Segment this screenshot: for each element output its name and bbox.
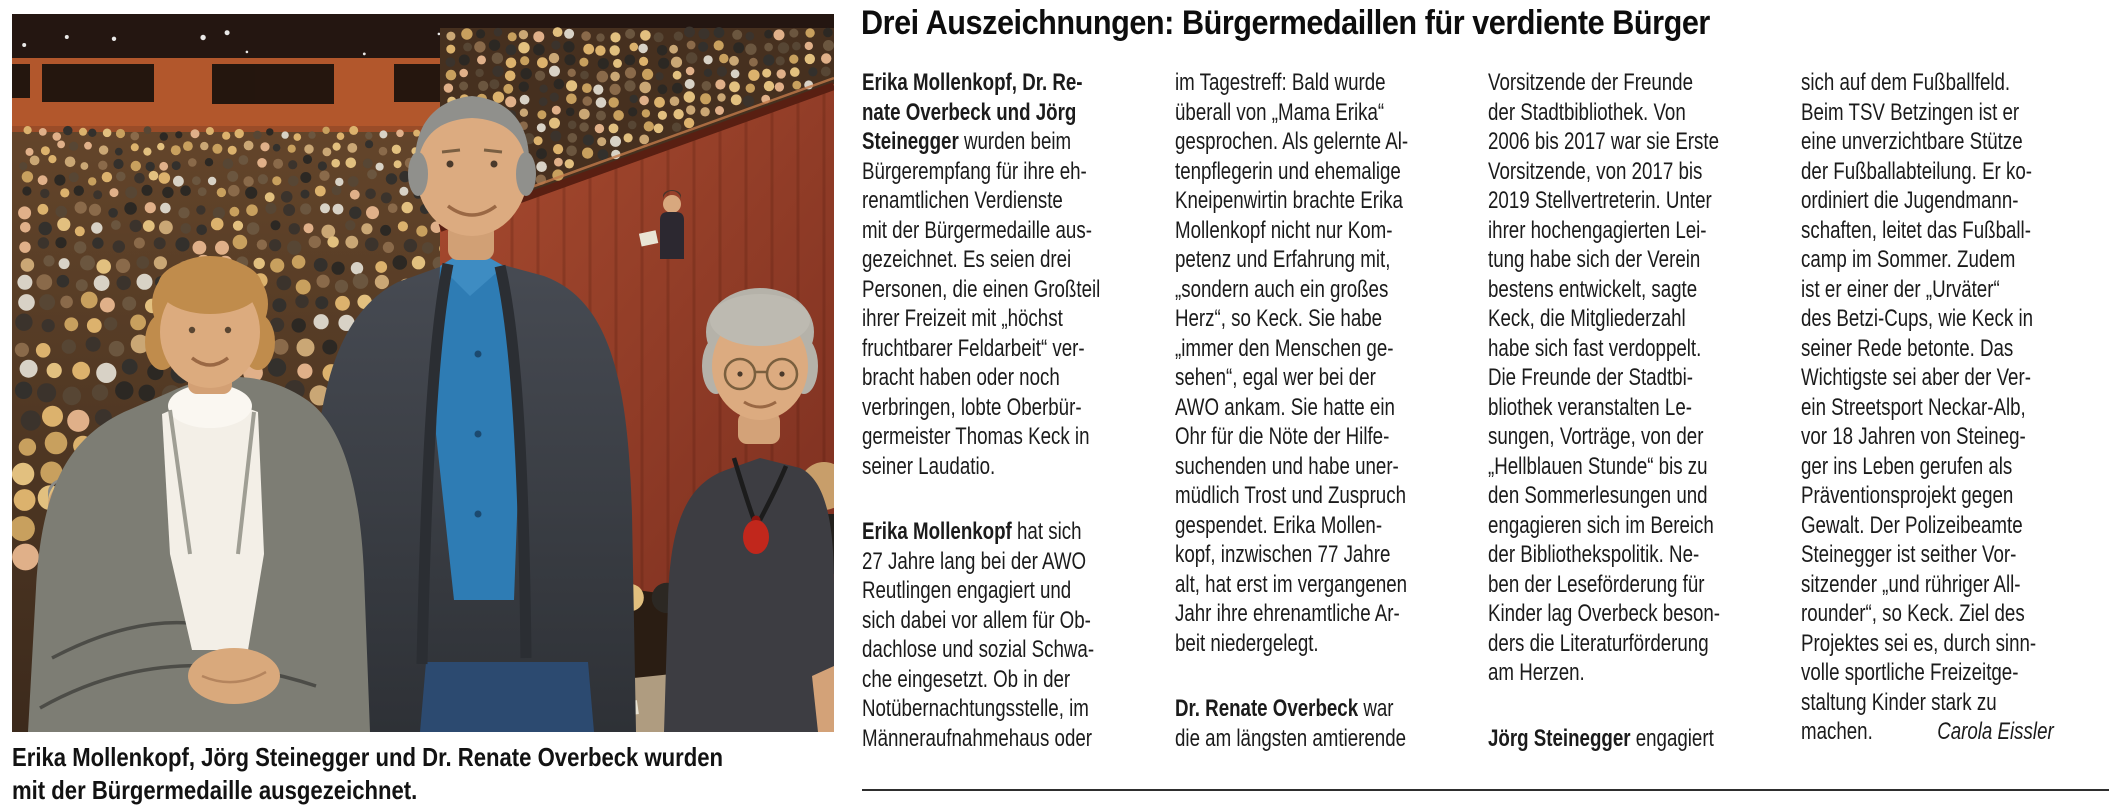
- text-line: Vorsitzende der Freunde: [1488, 69, 1694, 96]
- text-line: beit niedergelegt.: [1175, 629, 1319, 657]
- text-line: „sondern auch ein großes: [1175, 275, 1389, 303]
- paragraph: [862, 68, 1115, 481]
- text-line: am Herzen.: [1488, 659, 1585, 686]
- text-line: alt, hat erst im vergangenen: [1175, 570, 1408, 598]
- text-line: Mollenkopf nicht nur Kom-: [1175, 216, 1393, 244]
- text-line: volle sportliche Freizeitge-: [1801, 659, 2019, 686]
- text-line: Jörg Steinegger engagiert: [1488, 724, 1714, 752]
- text-line: 2006 bis 2017 war sie Erste: [1488, 128, 1720, 155]
- text-line: Bürgerempfang für ihre eh-: [862, 157, 1087, 185]
- text-line: ihrer Freizeit mit „höchst: [862, 305, 1063, 332]
- text-line: tenpflegerin und ehemalige: [1175, 157, 1401, 185]
- text-line: Dr. Renate Overbeck war: [1175, 695, 1394, 722]
- text-line: Erika Mollenkopf hat sich: [862, 518, 1082, 545]
- article-column-3: [1488, 68, 1748, 753]
- text-line: bliothek veranstalten Le-: [1488, 393, 1692, 421]
- text-line: Präventionsprojekt gegen: [1801, 482, 2014, 509]
- text-line: bestens entwickelt, sagte: [1488, 275, 1698, 303]
- text-line: gezeichnet. Es seien drei: [862, 246, 1072, 273]
- text-line: sich auf dem Fußballfeld.: [1801, 69, 2011, 96]
- article-column-2: [1175, 68, 1435, 753]
- text-line: che eingesetzt. Ob in der: [862, 665, 1071, 693]
- text-line: 2019 Stellvertreterin. Unter: [1488, 187, 1712, 214]
- text-line: 27 Jahre lang bei der AWO: [862, 547, 1087, 575]
- text-line: den Sommerlesungen und: [1488, 482, 1708, 509]
- photo-caption: [12, 741, 845, 807]
- text-line: suchenden und habe uner-: [1175, 452, 1399, 480]
- text-line: Herz“, so Keck. Sie habe: [1175, 305, 1383, 332]
- text-line: müdlich Trost und Zuspruch: [1175, 482, 1406, 509]
- caption-line: mit der Bürgermedaille ausgezeichnet.: [12, 775, 418, 805]
- text-line: Wichtigste sei aber der Ver-: [1801, 364, 2031, 391]
- text-line: ordiniert die Jugendmann-: [1801, 187, 2019, 214]
- article-photo: [12, 14, 834, 732]
- text-line: fruchtbarer Feldarbeit“ ver-: [862, 334, 1085, 362]
- text-line: im Tagestreff: Bald wurde: [1175, 69, 1386, 96]
- text-line: staltung Kinder stark zu: [1801, 688, 1997, 716]
- text-line: rounder“, so Keck. Ziel des: [1801, 600, 2025, 627]
- back-wall-panels: [12, 64, 506, 104]
- text-line: der Stadtbibliothek. Von: [1488, 98, 1686, 126]
- text-line: Die Freunde der Stadtbi-: [1488, 364, 1693, 391]
- text-line: Jahr ihre ehrenamtliche Ar-: [1175, 600, 1400, 627]
- text-line: engagieren sich im Bereich: [1488, 511, 1714, 539]
- text-line: nate Overbeck und Jörg: [862, 98, 1077, 126]
- text-line: petenz und Erfahrung mit,: [1175, 246, 1391, 273]
- text-line: des Betzi-Cups, wie Keck in: [1801, 305, 2034, 332]
- text-line: ein Streetsport Neckar-Alb,: [1801, 393, 2026, 421]
- text-line: sehen“, egal wer bei der: [1175, 364, 1376, 391]
- text-line: AWO ankam. Sie hatte ein: [1175, 393, 1395, 421]
- bottom-rule: [862, 789, 2109, 791]
- text-line: Beim TSV Betzingen ist er: [1801, 98, 2020, 126]
- article-headline: Drei Auszeichnungen: Bürgermedaillen für verdiente Bürger: [861, 4, 1710, 42]
- text-line: ist er einer der „Urväter“: [1801, 275, 2000, 303]
- text-line: gespendet. Erika Mollen-: [1175, 511, 1383, 539]
- text-line: mit der Bürgermedaille aus-: [862, 216, 1092, 244]
- paragraph: [1801, 68, 2054, 747]
- paragraph: [862, 517, 1115, 753]
- text-line: ben der Leseförderung für: [1488, 570, 1705, 598]
- paragraph: [1488, 68, 1741, 688]
- text-line: kopf, inzwischen 77 Jahre: [1175, 541, 1391, 568]
- paragraph: [1175, 694, 1428, 753]
- text-line: bracht haben oder noch: [862, 364, 1060, 391]
- text-line: Notübernachtungsstelle, im: [862, 695, 1089, 722]
- text-line: sungen, Vorträge, von der: [1488, 423, 1704, 450]
- caption-line: Erika Mollenkopf, Jörg Steinegger und Dr. Renate Overbeck wurden: [12, 742, 724, 772]
- text-line: Kinder lag Overbeck beson-: [1488, 600, 1721, 627]
- article-column-1: [862, 68, 1122, 753]
- text-line: renamtlichen Verdienste: [862, 187, 1063, 214]
- text-line: überall von „Mama Erika“: [1175, 98, 1385, 126]
- text-line: Personen, die einen Großteil: [862, 275, 1101, 303]
- text-line: seiner Rede betonte. Das: [1801, 334, 2014, 362]
- text-line: Reutlingen engagiert und: [862, 577, 1072, 604]
- text-line: germeister Thomas Keck in: [862, 423, 1090, 450]
- text-line: machen. Carola Eissler: [1801, 718, 2054, 745]
- text-line: Vorsitzende, von 2017 bis: [1488, 157, 1703, 185]
- article-columns: [862, 68, 2114, 783]
- text-line: Keck, die Mitgliederzahl: [1488, 305, 1686, 332]
- article-column-4: [1801, 68, 2061, 747]
- text-line: Ohr für die Nöte der Hilfe-: [1175, 423, 1390, 450]
- text-line: vor 18 Jahren von Steineg-: [1801, 423, 2026, 450]
- text-line: Projektes sei es, durch sinn-: [1801, 629, 2037, 657]
- text-line: dachlose und sozial Schwa-: [862, 636, 1095, 663]
- text-line: ger ins Leben gerufen als: [1801, 452, 2013, 480]
- text-line: habe sich fast verdoppelt.: [1488, 334, 1702, 362]
- text-line: Steinegger ist seither Vor-: [1801, 541, 2017, 568]
- text-line: ihrer hochengagierten Lei-: [1488, 216, 1707, 244]
- text-line: sich dabei vor allem für Ob-: [862, 606, 1091, 634]
- paragraph: [1488, 724, 1741, 754]
- text-line: Männeraufnahmehaus oder: [862, 724, 1093, 752]
- text-line: Kneipenwirtin brachte Erika: [1175, 187, 1403, 214]
- text-line: Erika Mollenkopf, Dr. Re-: [862, 69, 1083, 96]
- text-line: gesprochen. Als gelernte Al-: [1175, 128, 1409, 155]
- text-line: ders die Literaturförderung: [1488, 629, 1709, 657]
- paragraph: [1175, 68, 1428, 658]
- text-line: eine unverzichtbare Stütze: [1801, 128, 2023, 155]
- text-line: tung habe sich der Verein: [1488, 246, 1701, 273]
- text-line: Gewalt. Der Polizeibeamte: [1801, 511, 2023, 539]
- text-line: camp im Sommer. Zudem: [1801, 246, 2016, 273]
- text-line: seiner Laudatio.: [862, 452, 996, 480]
- text-line: verbringen, lobte Oberbür-: [862, 393, 1082, 421]
- text-line: sitzender „und rühriger All-: [1801, 570, 2021, 598]
- text-line: Steinegger wurden beim: [862, 128, 1072, 155]
- photo-illustration: [12, 14, 834, 732]
- text-line: schaften, leitet das Fußball-: [1801, 216, 2031, 244]
- text-line: der Bibliothekspolitik. Ne-: [1488, 541, 1700, 568]
- text-line: „Hellblauen Stunde“ bis zu: [1488, 452, 1708, 480]
- text-line: die am längsten amtierende: [1175, 724, 1407, 752]
- text-line: der Fußballabteilung. Er ko-: [1801, 157, 2033, 185]
- text-line: „immer den Menschen ge-: [1175, 334, 1394, 362]
